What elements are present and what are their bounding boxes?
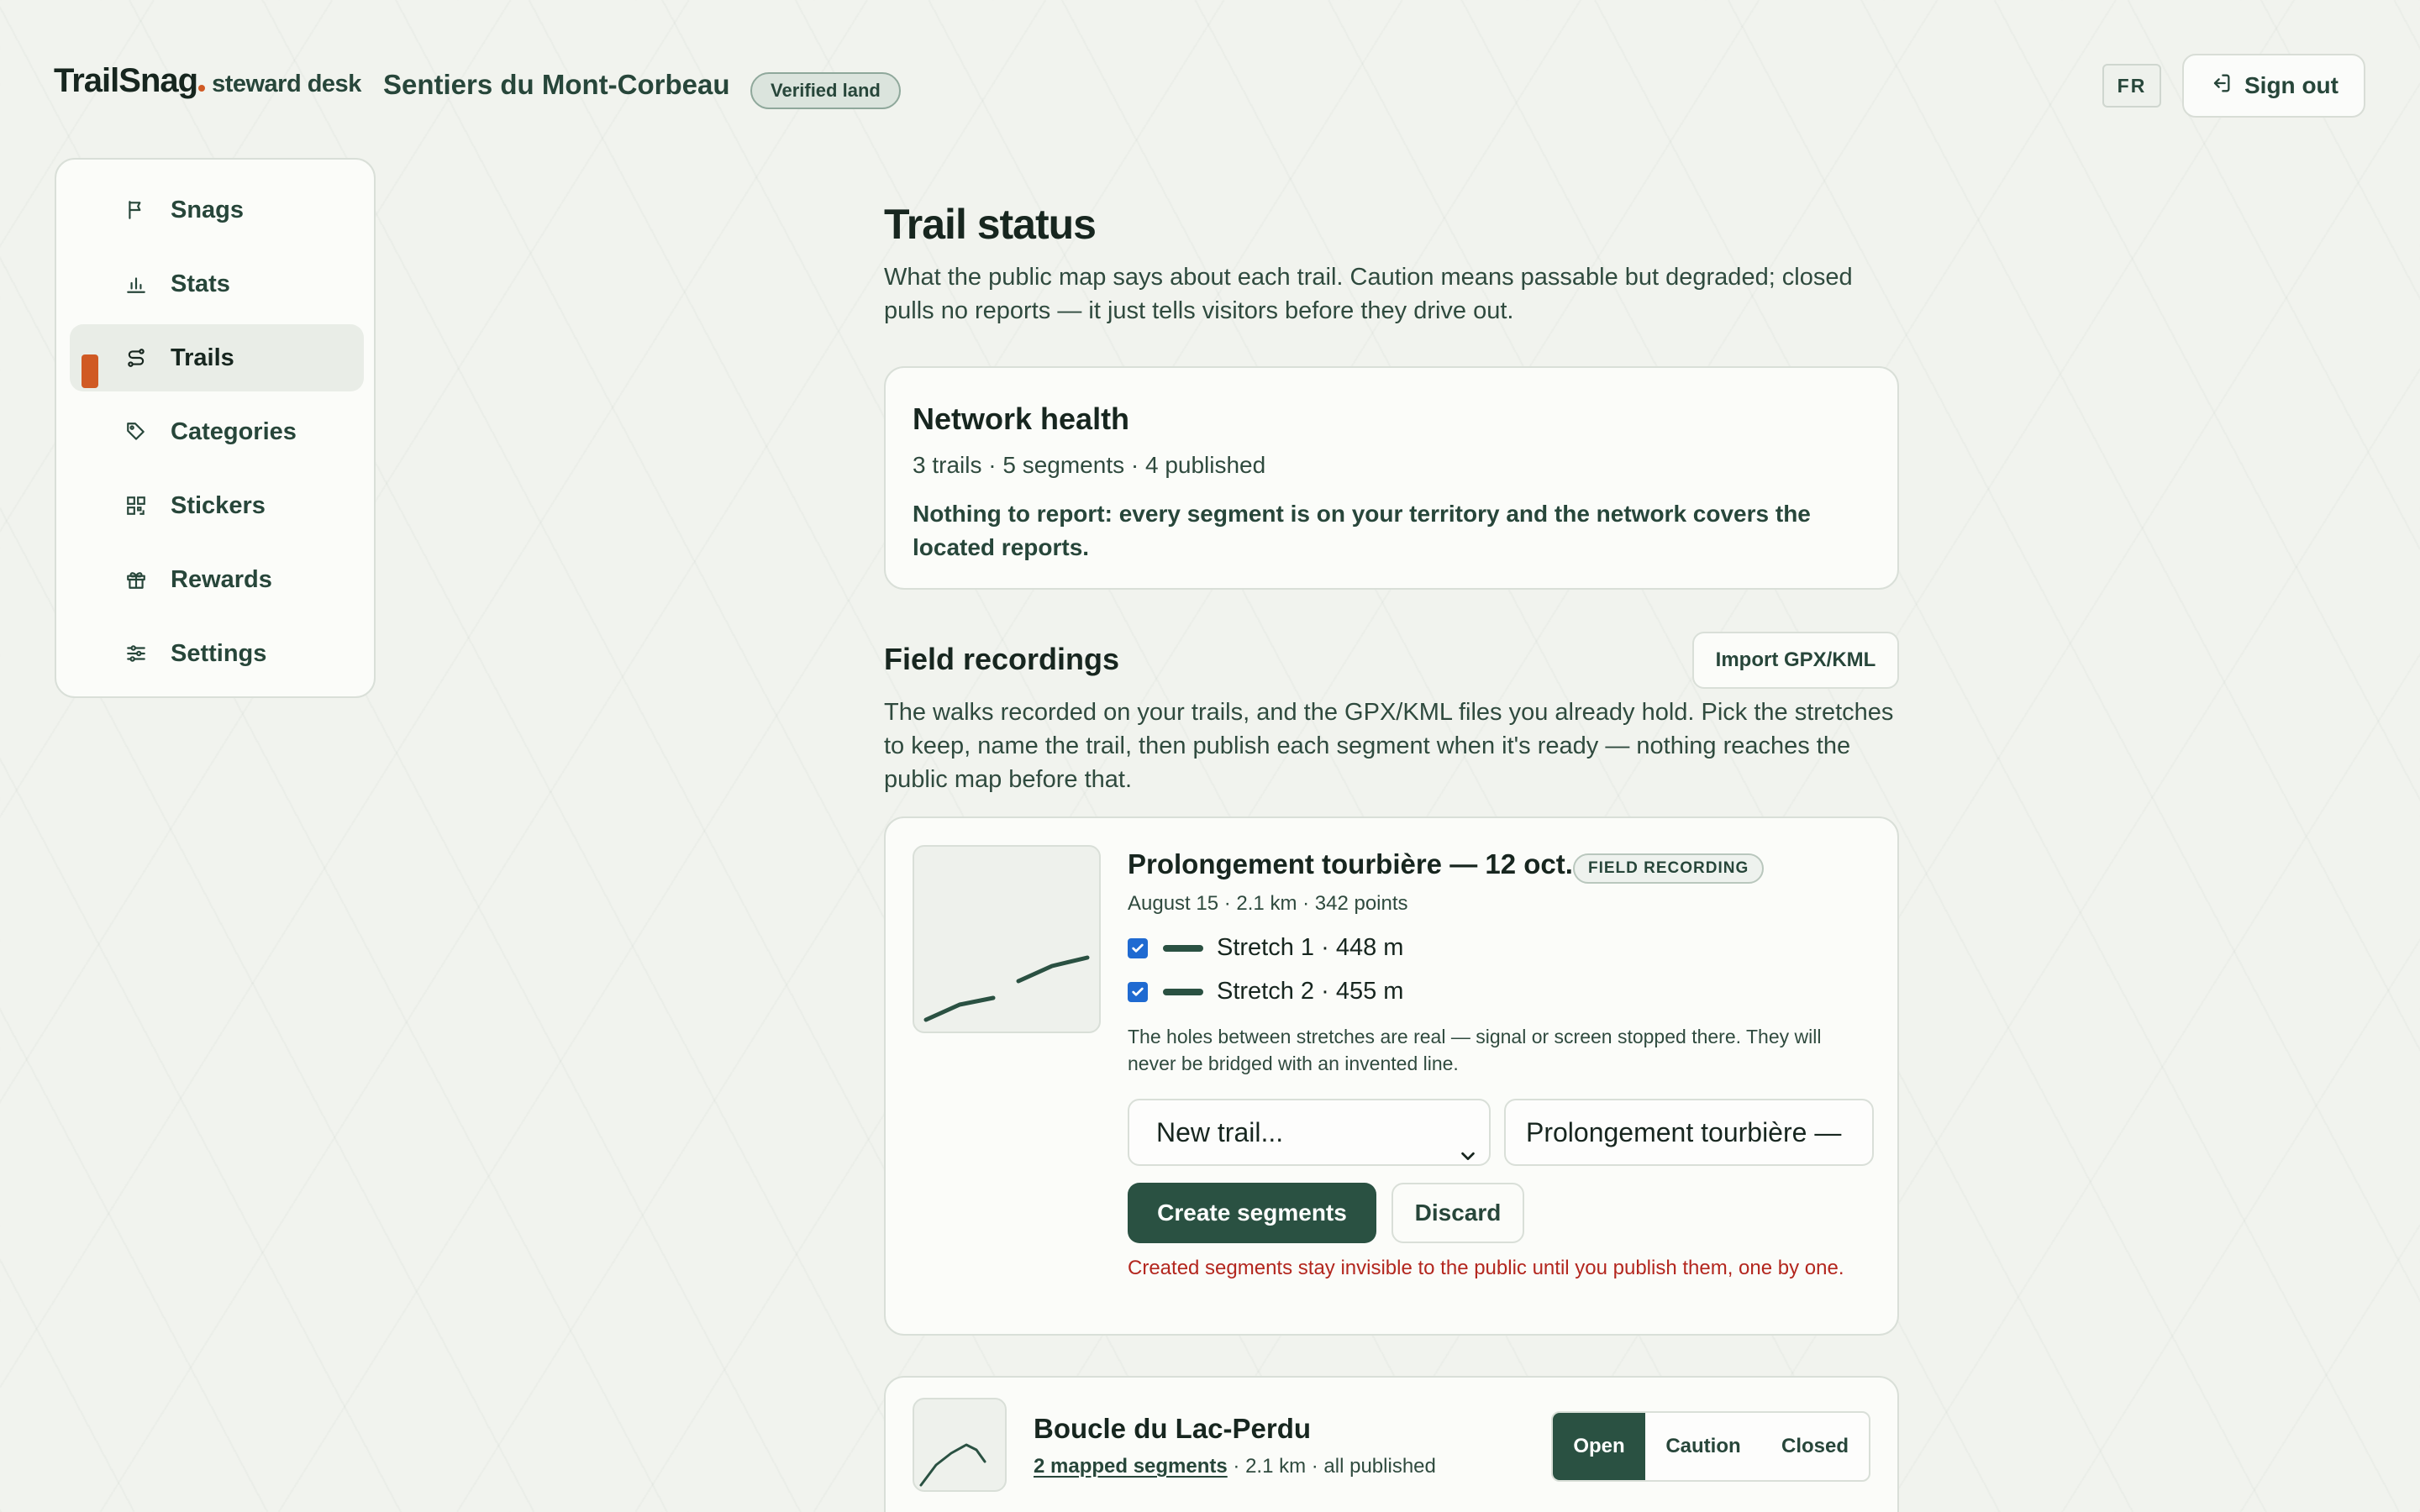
status-caution-option[interactable]: Caution [1665, 1435, 1741, 1457]
trail-meta-text: · 2.1 km · all published [1227, 1455, 1436, 1478]
chevron-down-icon [1459, 1124, 1477, 1188]
create-segments-button[interactable]: Create segments [1128, 1183, 1376, 1243]
page-title: Trail status [884, 201, 1096, 248]
stretch-checkbox[interactable] [1128, 982, 1148, 1002]
sidebar-item-label: Snags [171, 196, 245, 223]
network-health-stats: 3 trails · 5 segments · 4 published [913, 452, 1266, 478]
trail-track-thumbnail [913, 1398, 1007, 1492]
stretch-row[interactable] [1128, 934, 1403, 962]
stretch-label: Stretch 2 · 455 m [1217, 978, 1404, 1005]
gift-icon [124, 567, 149, 592]
sign-out-label: Sign out [2244, 72, 2338, 98]
page-description: What the public map says about each trail. Caution means passable but degraded; closed pulls no reports — it just tells visitors before they drive out. [884, 264, 1853, 324]
recording-meta: August 15 · 2.1 km · 342 points [1128, 892, 1408, 915]
language-toggle-button[interactable]: FR [2102, 64, 2161, 108]
sidebar-item-settings[interactable] [70, 620, 364, 687]
recording-title: Prolongement tourbière — 12 oct. [1128, 848, 1573, 879]
stretch-row[interactable] [1128, 978, 1403, 1005]
app-header [0, 0, 2420, 160]
network-health-card [884, 366, 1899, 590]
active-nav-marker [82, 354, 98, 388]
sidebar-item-categories[interactable] [70, 398, 364, 465]
trail-title: Boucle du Lac-Perdu [1034, 1413, 1312, 1444]
stretch-line-swatch [1163, 945, 1203, 952]
stretch-gaps-note: The holes between stretches are real — signal or screen stopped there. They will never be bridged with an invented line. [1128, 1026, 1822, 1074]
sidebar-nav [55, 158, 376, 698]
trail-select-value: New trail... [1156, 1117, 1284, 1147]
field-recordings-title: Field recordings [884, 642, 1120, 676]
qr-code-icon [124, 493, 149, 518]
sidebar-item-label: Trails [171, 344, 234, 371]
mapped-segments-link[interactable]: 2 mapped segments [1034, 1455, 1228, 1478]
stretch-label: Stretch 1 · 448 m [1217, 934, 1404, 961]
stretch-checkbox[interactable] [1128, 938, 1148, 958]
sign-out-icon [2209, 71, 2233, 101]
recording-track-thumbnail [913, 845, 1101, 1033]
sidebar-item-label: Stats [171, 270, 230, 297]
sidebar-item-label: Settings [171, 639, 267, 667]
sidebar-item-stickers[interactable] [70, 472, 364, 539]
sidebar-item-trails[interactable] [70, 324, 364, 391]
status-closed-option[interactable]: Closed [1781, 1435, 1849, 1457]
field-recording-card [884, 816, 1899, 1336]
brand-subtitle: steward desk [212, 71, 361, 97]
import-gpx-kml-button[interactable]: Import GPX/KML [1692, 632, 1899, 689]
publish-warning-note: Created segments stay invisible to the public until you publish them, one by one. [1128, 1257, 1844, 1279]
stretch-line-swatch [1163, 989, 1203, 995]
bar-chart-icon [124, 271, 149, 297]
sidebar-item-label: Rewards [171, 565, 272, 593]
verified-land-badge: Verified land [750, 72, 901, 109]
brand-name: TrailSnag [54, 62, 198, 99]
land-name: Sentiers du Mont-Corbeau [383, 69, 730, 100]
discard-button[interactable]: Discard [1392, 1183, 1524, 1243]
sliders-icon [124, 641, 149, 666]
trail-card [884, 1376, 1899, 1512]
brand-dot [198, 85, 205, 92]
field-recordings-description: The walks recorded on your trails, and the GPX/KML files you already hold. Pick the stretches to keep, name the trail, then publish each segment when it's ready — nothing reaches the public map before that. [884, 699, 1894, 793]
trail-select[interactable] [1128, 1099, 1491, 1166]
brand-logo[interactable] [54, 62, 361, 100]
trail-meta [1034, 1455, 1436, 1478]
sidebar-item-label: Categories [171, 417, 297, 445]
sign-out-button[interactable] [2182, 54, 2365, 118]
field-recording-badge: FIELD RECORDING [1573, 853, 1764, 884]
sidebar-item-label: Stickers [171, 491, 266, 519]
route-icon [124, 345, 149, 370]
network-health-title: Network health [913, 402, 1130, 436]
network-health-note: Nothing to report: every segment is on your territory and the network covers the located reports. [913, 501, 1811, 560]
flag-icon [124, 197, 149, 223]
sidebar-item-stats[interactable] [70, 250, 364, 318]
trail-status-toggle [1551, 1411, 1870, 1482]
sidebar-item-snags[interactable] [70, 176, 364, 244]
trail-name-input[interactable]: Prolongement tourbière — [1504, 1099, 1874, 1166]
tag-icon [124, 419, 149, 444]
sidebar-item-rewards[interactable] [70, 546, 364, 613]
status-open-option[interactable]: Open [1553, 1413, 1645, 1480]
